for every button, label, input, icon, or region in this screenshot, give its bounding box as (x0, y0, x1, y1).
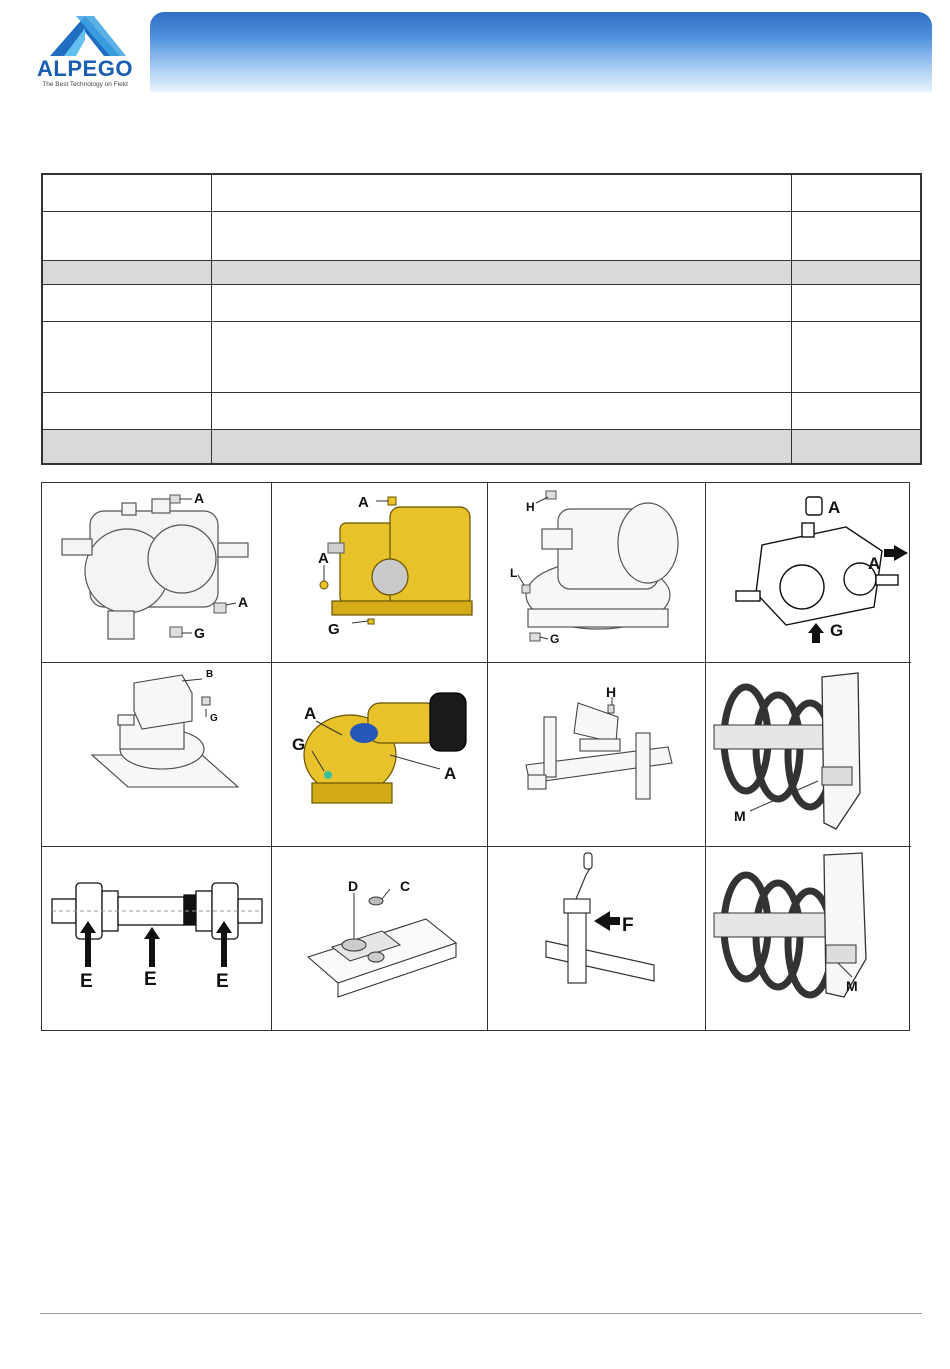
table-row (43, 261, 920, 285)
alpego-logo-mark (24, 14, 146, 58)
figure-gearbox-housing (488, 483, 706, 663)
table-cell (43, 430, 212, 463)
callout-label: G (292, 735, 306, 754)
callout-label: L (510, 566, 518, 580)
table-row (43, 322, 920, 393)
figure-auger-side-plate-2 (706, 847, 911, 1030)
table-cell (43, 261, 212, 284)
table-cell (43, 393, 212, 429)
figure-three-point-hitch (488, 663, 706, 847)
callout-label: G (328, 621, 340, 638)
table-cell (43, 175, 212, 211)
illustration-grid (41, 482, 910, 1031)
figure-gearbox-multi-shaft (42, 483, 272, 663)
table-cell (43, 212, 212, 260)
callout-label: G (194, 625, 205, 641)
callout-label: A (304, 704, 317, 723)
table-cell (792, 175, 920, 211)
callout-label: A (828, 498, 841, 517)
table-cell (792, 261, 920, 284)
callout-label: A (444, 764, 457, 783)
table-cell (792, 430, 920, 463)
callout-label: A (318, 550, 329, 567)
table-cell (792, 322, 920, 392)
table-row (43, 430, 920, 463)
callout-label: H (606, 684, 617, 700)
table-cell (792, 285, 920, 321)
figure-right-angle-gearbox (42, 663, 272, 847)
callout-label: G (210, 713, 218, 724)
table-row (43, 393, 920, 430)
table-cell (212, 285, 792, 321)
callout-label: B (206, 669, 214, 680)
table-row (43, 175, 920, 212)
footer-rule (40, 1313, 922, 1314)
callout-label: E (80, 971, 93, 992)
table-cell (43, 285, 212, 321)
logo-wordmark: ALPEGO (37, 56, 133, 81)
logo-tagline: The Best Technology on Field (42, 81, 128, 88)
figure-gearbox-yellow (272, 483, 488, 663)
table-cell (212, 261, 792, 284)
table-cell (212, 393, 792, 429)
figure-crank-jack (488, 847, 706, 1030)
callout-label: M (846, 978, 858, 994)
alpego-logo (24, 14, 146, 94)
figure-worm-gearbox-motor (272, 663, 488, 847)
callout-label: E (144, 969, 157, 990)
figure-pto-shaft (42, 847, 272, 1030)
figure-auger-side-plate (706, 663, 911, 847)
callout-label: F (622, 915, 634, 936)
table-row (43, 212, 920, 261)
callout-label: G (830, 621, 844, 640)
table-cell (212, 212, 792, 260)
callout-label: E (216, 971, 229, 992)
table-cell (43, 322, 212, 392)
table-cell (792, 212, 920, 260)
figure-bevel-gearbox (706, 483, 911, 663)
table-cell (792, 393, 920, 429)
table-cell (212, 322, 792, 392)
maintenance-table (41, 173, 922, 465)
callout-label: A (358, 494, 369, 511)
callout-label: H (526, 500, 535, 514)
callout-label: A (194, 490, 205, 506)
callout-label: A (238, 594, 249, 610)
table-row (43, 285, 920, 322)
table-cell (212, 175, 792, 211)
callout-label: M (734, 808, 746, 824)
callout-label: C (400, 878, 411, 894)
figure-support-mount (272, 847, 488, 1030)
table-cell (212, 430, 792, 463)
callout-label: G (550, 632, 560, 646)
callout-label: D (348, 878, 359, 894)
header-band (150, 12, 932, 92)
callout-label: A (868, 554, 881, 573)
